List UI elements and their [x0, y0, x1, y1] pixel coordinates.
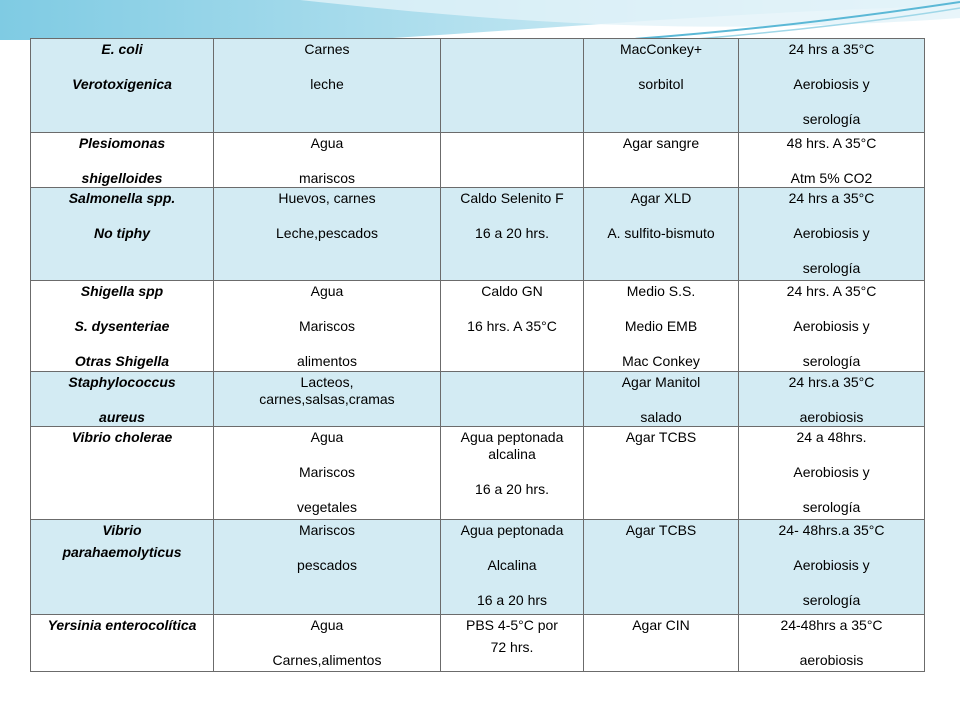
enrichment-line: Agua peptonada [460, 429, 564, 445]
enrichment-line: PBS 4-5°C por [466, 617, 558, 633]
conditions-line: 24 hrs. A 35°C [786, 283, 877, 299]
enrichment-line: 16 a 20 hrs. [475, 225, 549, 241]
table-row [31, 281, 925, 372]
enrichment-line: Agua peptonada [460, 522, 564, 538]
enrichment-cell [441, 281, 584, 372]
organism-line: aureus [99, 409, 145, 425]
organism-line: Vibrio cholerae [71, 429, 173, 445]
conditions-line: 24 hrs.a 35°C [788, 374, 875, 390]
organism-line: Plesiomonas [78, 135, 166, 151]
source-cell [214, 133, 441, 188]
organism-line: Vibrio [102, 522, 142, 538]
enrichment-cell [441, 188, 584, 281]
conditions-line: aerobiosis [799, 652, 864, 668]
medium-cell [584, 281, 739, 372]
enrichment-line: 72 hrs. [490, 639, 534, 655]
organism-line: E. coli [101, 41, 143, 57]
organism-cell [31, 427, 214, 520]
enrichment-line: Caldo GN [481, 283, 543, 299]
table-row [31, 372, 925, 427]
conditions-line: aerobiosis [799, 409, 864, 425]
source-line: Mariscos [298, 464, 355, 480]
source-line: Leche,pescados [276, 225, 378, 241]
source-cell [214, 281, 441, 372]
conditions-line: Atm 5% CO2 [790, 170, 873, 186]
source-line: carnes,salsas,cramas [259, 391, 395, 407]
medium-cell [584, 520, 739, 615]
source-line: Carnes [304, 41, 350, 57]
conditions-cell [739, 615, 925, 672]
source-cell [214, 427, 441, 520]
organism-line: Yersinia enterocolítica [47, 617, 197, 633]
organism-line: parahaemolyticus [62, 544, 182, 560]
organism-cell [31, 372, 214, 427]
conditions-cell [739, 133, 925, 188]
source-line: Huevos, carnes [278, 190, 376, 206]
medium-cell [584, 615, 739, 672]
organism-line: Verotoxigenica [72, 76, 172, 92]
table-row [31, 188, 925, 281]
conditions-line: Aerobiosis y [793, 557, 870, 573]
medium-cell [584, 372, 739, 427]
source-line: Agua [310, 429, 344, 445]
organism-cell [31, 133, 214, 188]
medium-cell [584, 427, 739, 520]
enrichment-cell [441, 520, 584, 615]
organism-cell [31, 39, 214, 133]
conditions-cell [739, 427, 925, 520]
conditions-cell [739, 281, 925, 372]
enrichment-cell [441, 427, 584, 520]
source-line: leche [310, 76, 344, 92]
enrichment-line: Alcalina [487, 557, 537, 573]
source-line: Lacteos, [300, 374, 354, 390]
organism-line: Salmonella spp. [68, 190, 176, 206]
enrichment-cell [441, 615, 584, 672]
source-line: Agua [310, 135, 344, 151]
organism-cell [31, 281, 214, 372]
source-cell [214, 615, 441, 672]
conditions-cell [739, 188, 925, 281]
table-row [31, 427, 925, 520]
enrichment-cell [441, 372, 584, 427]
source-cell [214, 39, 441, 133]
conditions-line: 24 hrs a 35°C [788, 41, 875, 57]
organism-line: No tiphy [94, 225, 150, 241]
source-line: Agua [310, 617, 344, 633]
conditions-line: Aerobiosis y [793, 318, 870, 334]
pathogen-table-container [30, 38, 924, 672]
medium-line: Medio S.S. [626, 283, 696, 299]
medium-line: Mac Conkey [622, 353, 700, 369]
medium-line: Agar TCBS [625, 429, 697, 445]
conditions-line: 24- 48hrs.a 35°C [778, 522, 885, 538]
conditions-line: serología [802, 260, 861, 276]
medium-cell [584, 188, 739, 281]
source-line: alimentos [297, 353, 357, 369]
table-row [31, 520, 925, 615]
conditions-line: serología [802, 353, 861, 369]
enrichment-cell [441, 39, 584, 133]
conditions-line: serología [802, 499, 861, 515]
medium-cell [584, 39, 739, 133]
organism-line: Shigella spp [80, 283, 164, 299]
source-cell [214, 372, 441, 427]
medium-line: Agar Manitol [621, 374, 701, 390]
enrichment-line: 16 a 20 hrs. [475, 481, 549, 497]
organism-line: shigelloides [81, 170, 163, 186]
enrichment-line: 16 hrs. A 35°C [467, 318, 557, 334]
medium-line: Agar XLD [630, 190, 692, 206]
organism-line: Otras Shigella [74, 353, 170, 369]
source-line: Mariscos [298, 318, 355, 334]
organism-cell [31, 615, 214, 672]
source-line: Carnes,alimentos [272, 652, 382, 668]
conditions-cell [739, 39, 925, 133]
medium-line: Agar sangre [622, 135, 700, 151]
table-row [31, 133, 925, 188]
conditions-line: 24 a 48hrs. [796, 429, 867, 445]
conditions-line: 24-48hrs a 35°C [780, 617, 883, 633]
organism-cell [31, 520, 214, 615]
pathogen-table [30, 38, 925, 672]
medium-line: A. sulfito-bismuto [607, 225, 715, 241]
source-line: vegetales [297, 499, 357, 515]
conditions-line: serología [802, 592, 861, 608]
source-cell [214, 188, 441, 281]
table-row [31, 39, 925, 133]
source-line: Agua [310, 283, 344, 299]
conditions-cell [739, 520, 925, 615]
conditions-line: Aerobiosis y [793, 76, 870, 92]
enrichment-line: 16 a 20 hrs [476, 592, 548, 608]
enrichment-cell [441, 133, 584, 188]
source-cell [214, 520, 441, 615]
medium-line: Agar TCBS [625, 522, 697, 538]
conditions-line: Aerobiosis y [793, 225, 870, 241]
medium-line: Medio EMB [624, 318, 698, 334]
conditions-line: 24 hrs a 35°C [788, 190, 875, 206]
conditions-line: Aerobiosis y [793, 464, 870, 480]
medium-line: Agar CIN [632, 617, 690, 633]
enrichment-line: Caldo Selenito F [460, 190, 564, 206]
medium-line: sorbitol [638, 76, 684, 92]
conditions-cell [739, 372, 925, 427]
conditions-line: serología [802, 111, 861, 127]
enrichment-line: alcalina [488, 446, 536, 462]
organism-line: S. dysenteriae [74, 318, 170, 334]
conditions-line: 48 hrs. A 35°C [786, 135, 877, 151]
source-line: pescados [297, 557, 357, 573]
medium-line: MacConkey+ [619, 41, 703, 57]
organism-line: Staphylococcus [68, 374, 176, 390]
table-row [31, 615, 925, 672]
organism-cell [31, 188, 214, 281]
medium-line: salado [640, 409, 682, 425]
medium-cell [584, 133, 739, 188]
source-line: Mariscos [298, 522, 355, 538]
source-line: mariscos [298, 170, 355, 186]
